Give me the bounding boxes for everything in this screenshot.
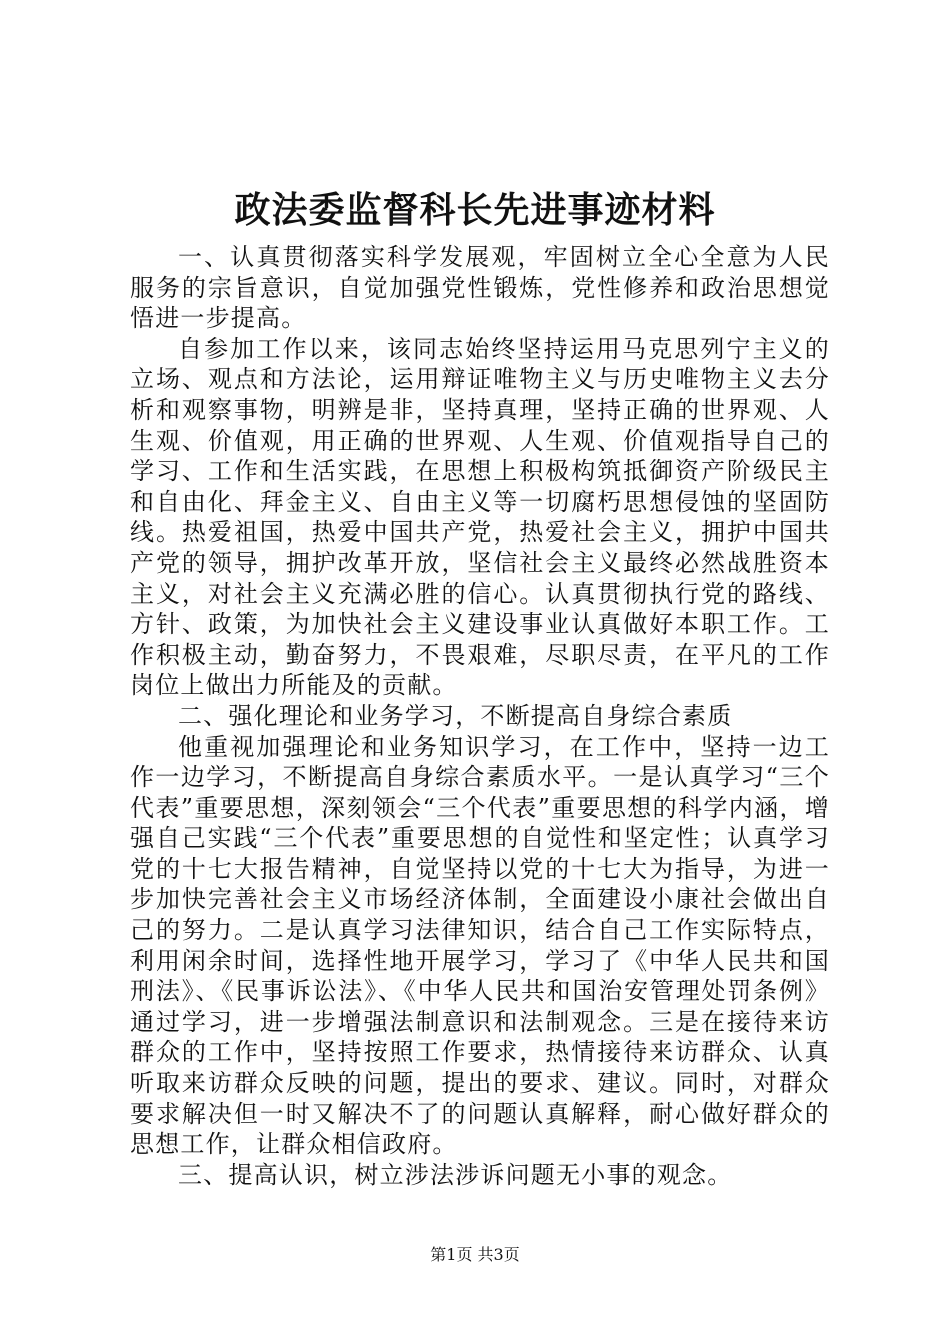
paragraph-3: 他重视加强理论和业务知识学习，在工作中，坚持一边工作一边学习，不断提高自身综合素质水平。一是认真学习“三个代表”重要思想，深刻领会“三个代表”重要思想的科学内涵，增强自己实践“三个代表”重要思想的自觉性和坚定性；认真学习党的十七大报告精神，自觉坚持以党的十七大为指导，为进一步加快完善社会主义市场经济体制，全面建设小康社会做出自己的努力。二是认真学习法律知识，结合自己工作实际特点，利用闲余时间，选择性地开展学习，学习了《中华人民共和国刑法》、《民事诉讼法》、《中华人民共和国治安管理处罚条例》通过学习，进一步增强法制意识和法制观念。三是在接待来访群众的工作中，坚持按照工作要求，热情接待来访群众、认真听取来访群众反映的问题，提出的要求、建议。同时，对群众要求解决但一时又解决不了的问题认真解释，耐心做好群众的思想工作，让群众相信政府。	[130, 732, 830, 1159]
page-footer	[0, 1244, 950, 1266]
document-body	[130, 242, 830, 1190]
paragraph-2: 自参加工作以来，该同志始终坚持运用马克思列宁主义的立场、观点和方法论，运用辩证唯物主义与历史唯物主义去分析和观察事物，明辨是非，坚持真理，坚持正确的世界观、人生观、价值观，用正确的世界观、人生观、价值观指导自己的学习、工作和生活实践，在思想上积极构筑抵御资产阶级民主和自由化、拜金主义、自由主义等一切腐朽思想侵蚀的坚固防线。热爱祖国，热爱中国共产党，热爱社会主义，拥护中国共产党的领导，拥护改革开放，坚信社会主义最终必然战胜资本主义，对社会主义充满必胜的信心。认真贯彻执行党的路线、方针、政策，为加快社会主义建设事业认真做好本职工作。工作积极主动，勤奋努力，不畏艰难，尽职尽责，在平凡的工作岗位上做出力所能及的贡献。	[130, 334, 830, 700]
section-heading-3: 三、提高认识，树立涉法涉诉问题无小事的观念。	[178, 1160, 733, 1189]
section-heading-2: 二、强化理论和业务学习，不断提高自身综合素质	[178, 701, 733, 730]
page-total: 共3页	[477, 1245, 520, 1264]
page-number: 第1页	[430, 1245, 473, 1264]
paragraph-1: 一、认真贯彻落实科学发展观，牢固树立全心全意为人民服务的宗旨意识，自觉加强党性锻炼，党性修养和政治思想觉悟进一步提高。	[130, 243, 830, 333]
document-title: 政法委监督科长先进事迹材料	[234, 189, 716, 231]
